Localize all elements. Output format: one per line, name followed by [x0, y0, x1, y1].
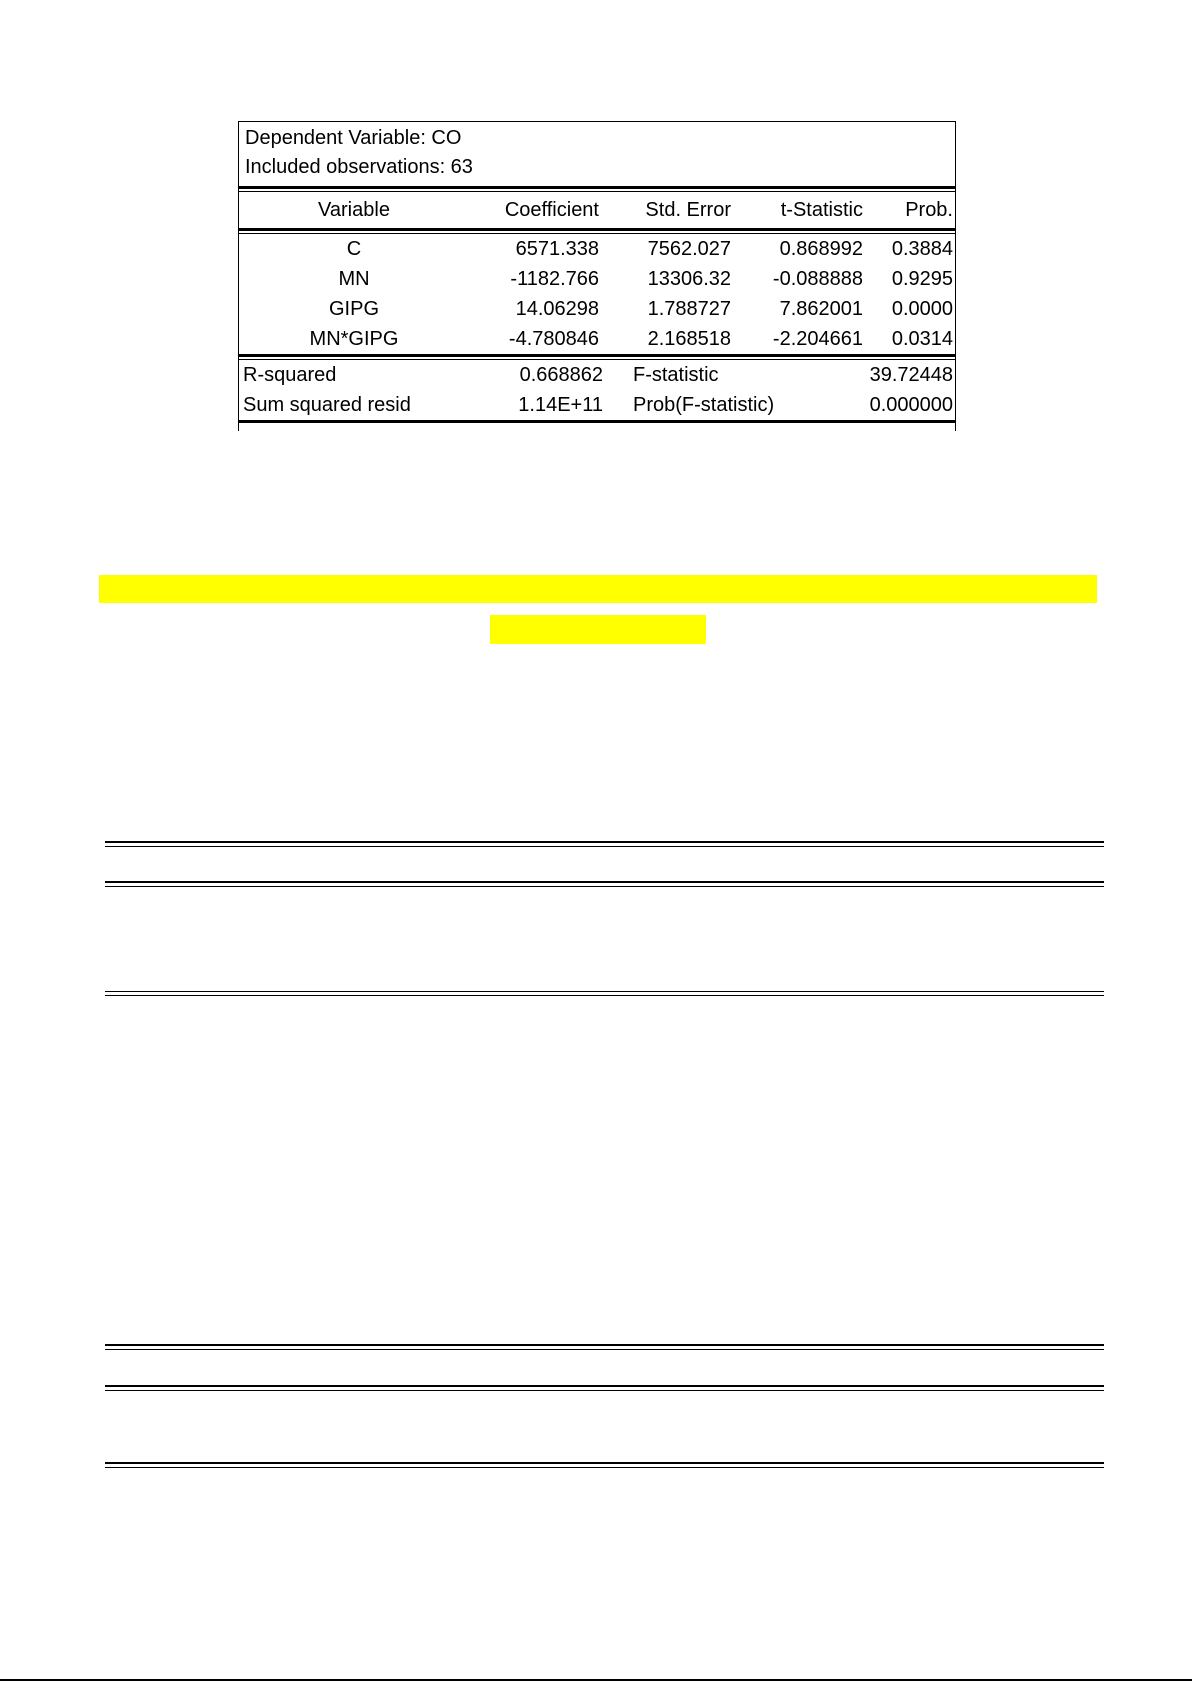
table-rule — [105, 991, 1104, 996]
prob-cell: 0.0000 — [891, 298, 953, 320]
prob-cell: 0.3884 — [891, 238, 953, 260]
regression-output — [238, 121, 956, 431]
std-error-cell: 13306.32 — [647, 268, 731, 290]
table-row — [239, 294, 955, 324]
prob-cell: 0.0314 — [891, 328, 953, 350]
col-prob: Prob. — [905, 199, 953, 221]
stat-label: Sum squared resid — [243, 394, 411, 416]
table-row — [239, 234, 955, 264]
coefficient-cell: 6571.338 — [515, 238, 599, 260]
highlight-bar — [490, 615, 706, 644]
stat-value-2: 0.000000 — [869, 394, 953, 416]
stat-label-2: F-statistic — [633, 364, 719, 386]
column-header-table — [239, 192, 955, 228]
table-rule — [105, 841, 1104, 847]
std-error-cell: 7562.027 — [647, 238, 731, 260]
stat-value: 0.668862 — [519, 364, 603, 386]
t-statistic-cell: 0.868992 — [779, 238, 863, 260]
stat-label-2: Prob(F-statistic) — [633, 394, 775, 416]
t-statistic-cell: -2.204661 — [772, 328, 863, 350]
variable-cell: GIPG — [328, 298, 379, 320]
table-rule — [105, 1344, 1104, 1350]
variable-cell: C — [346, 238, 362, 260]
table-rule — [105, 1385, 1104, 1391]
std-error-cell: 1.788727 — [647, 298, 731, 320]
highlight-bar — [99, 575, 1097, 603]
col-coefficient: Coefficient — [504, 199, 599, 221]
coefficient-cell: -1182.766 — [510, 268, 599, 290]
regression-header — [239, 122, 955, 186]
coefficient-table — [239, 234, 955, 354]
stat-value-2: 39.72448 — [869, 364, 953, 386]
table-rule — [105, 1462, 1104, 1468]
variable-cell: MN — [338, 268, 370, 290]
coefficient-cell: -4.780846 — [508, 328, 599, 350]
stat-label: R-squared — [243, 364, 337, 386]
col-t-statistic: t-Statistic — [780, 199, 863, 221]
col-std-error: Std. Error — [645, 199, 731, 221]
stats-row — [239, 390, 955, 420]
variable-cell: MN*GIPG — [309, 328, 399, 350]
table-rule — [105, 881, 1104, 887]
stats-table — [239, 360, 955, 420]
table-row — [239, 264, 955, 294]
t-statistic-cell: -0.088888 — [772, 268, 863, 290]
prob-cell: 0.9295 — [891, 268, 953, 290]
page-bottom-rule — [0, 1679, 1192, 1681]
coefficient-cell: 14.06298 — [515, 298, 599, 320]
col-variable: Variable — [318, 199, 390, 221]
table-row — [239, 324, 955, 354]
stats-row — [239, 360, 955, 390]
stat-value: 1.14E+11 — [518, 394, 603, 416]
bottom-rule — [239, 420, 955, 423]
included-observations: Included observations: 63 — [245, 156, 473, 178]
std-error-cell: 2.168518 — [647, 328, 731, 350]
dependent-variable: Dependent Variable: CO — [245, 127, 462, 149]
column-header-row — [239, 192, 955, 228]
t-statistic-cell: 7.862001 — [779, 298, 863, 320]
